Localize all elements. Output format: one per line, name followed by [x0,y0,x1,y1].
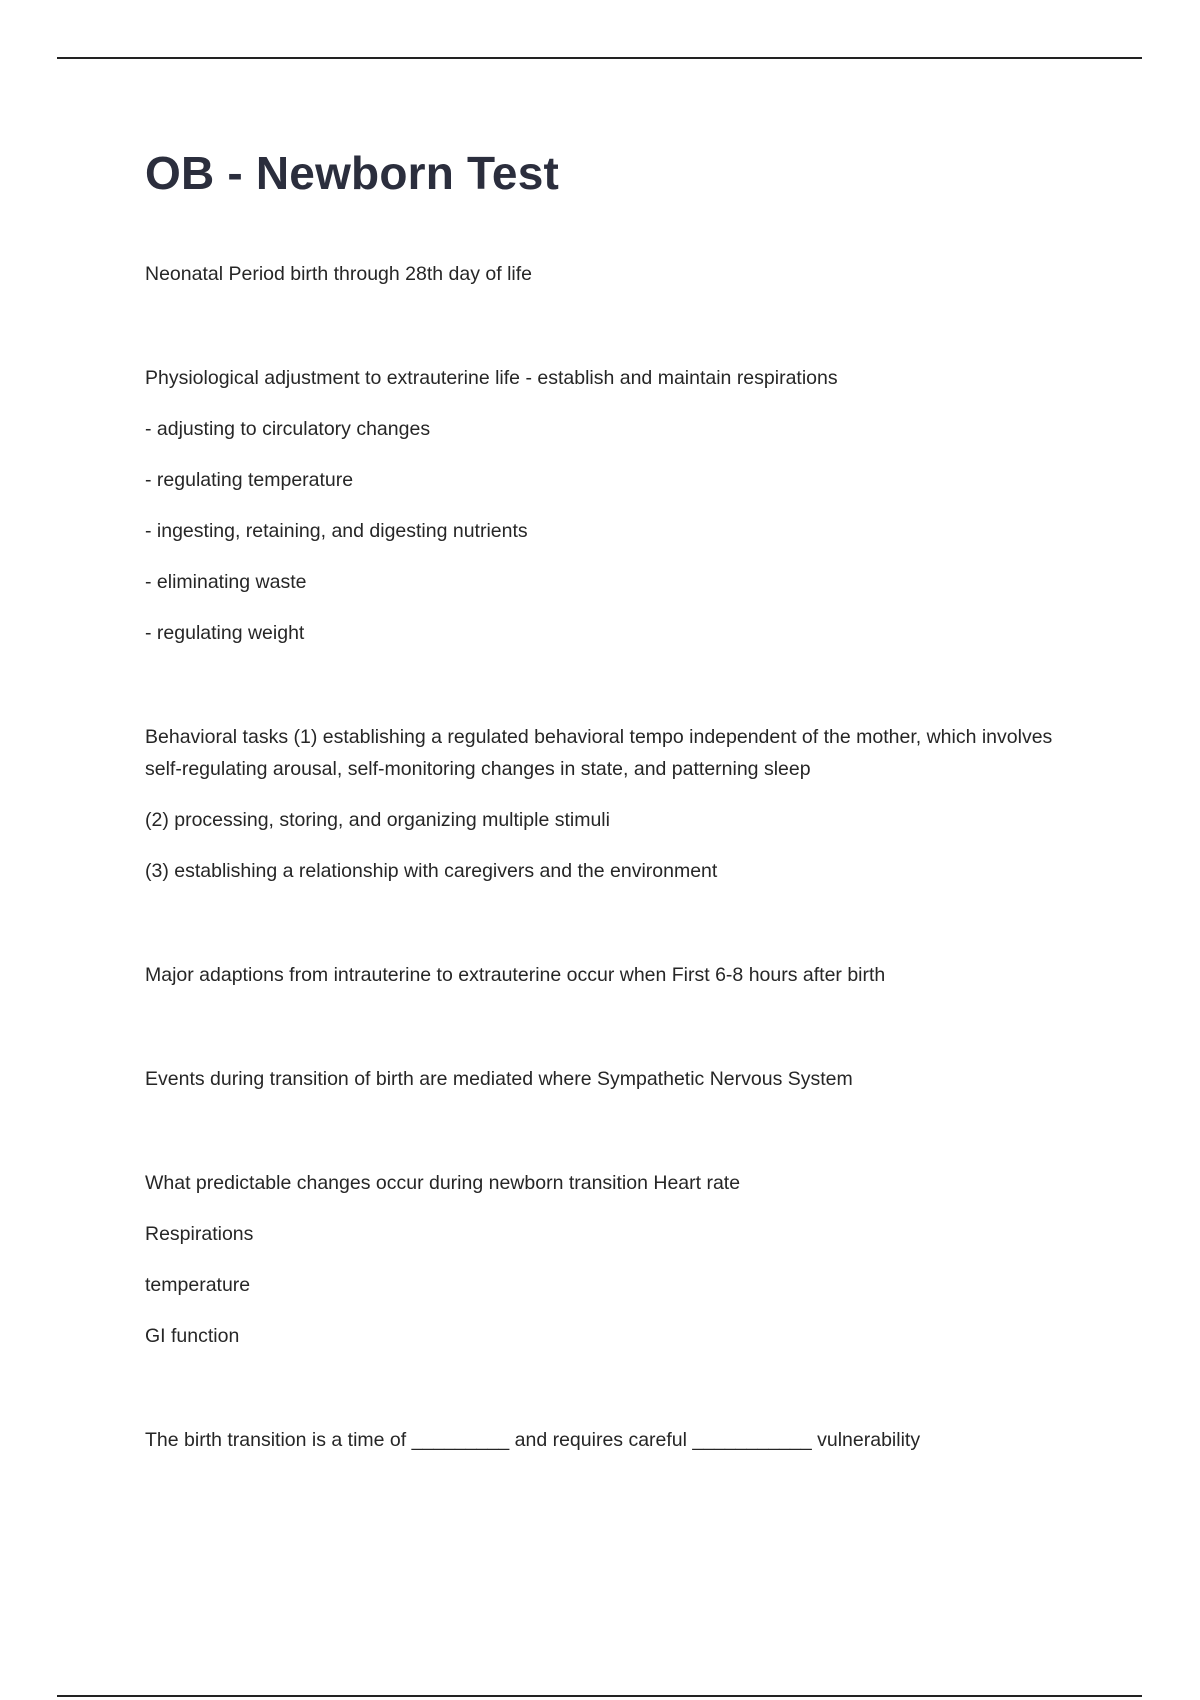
document-body [145,140,1065,1456]
qa-neonatal-period: Neonatal Period birth through 28th day of life [145,263,533,285]
qa-physiological-adjustment [145,362,1065,649]
block-line: - ingesting, retaining, and digesting nutrients [145,520,528,542]
qa-predictable-changes [145,1167,1065,1352]
block-line: temperature [145,1274,251,1296]
document-title: OB - Newborn Test [145,147,560,199]
top-rule [57,57,1142,59]
qa-behavioral-tasks [145,721,1065,887]
block-line: - regulating temperature [145,469,354,491]
block-line: (2) processing, storing, and organizing multiple stimuli [145,809,610,831]
block-line: Physiological adjustment to extrauterine life - establish and maintain respirations [145,367,838,389]
qa-major-adaptions: Major adaptions from intrauterine to extrauterine occur when First 6-8 hours after birth [145,964,886,986]
block-line: Respirations [145,1223,254,1245]
block-line: GI function [145,1325,240,1347]
block-line: (3) establishing a relationship with caregivers and the environment [145,860,718,882]
bottom-rule [57,1695,1142,1697]
qa-events-transition: Events during transition of birth are mediated where Sympathetic Nervous System [145,1068,853,1090]
block-line: Behavioral tasks (1) establishing a regulated behavioral tempo independent of the mother, which involves self-regulating arousal, self-monitoring changes in state, and patterning sleep [145,726,1053,780]
block-line: - regulating weight [145,622,305,644]
block-line: - adjusting to circulatory changes [145,418,431,440]
block-line: - eliminating waste [145,571,307,593]
block-line: What predictable changes occur during newborn transition Heart rate [145,1172,741,1194]
qa-birth-transition-blank: The birth transition is a time of _________ and requires careful ___________ vulnerability [145,1429,921,1451]
